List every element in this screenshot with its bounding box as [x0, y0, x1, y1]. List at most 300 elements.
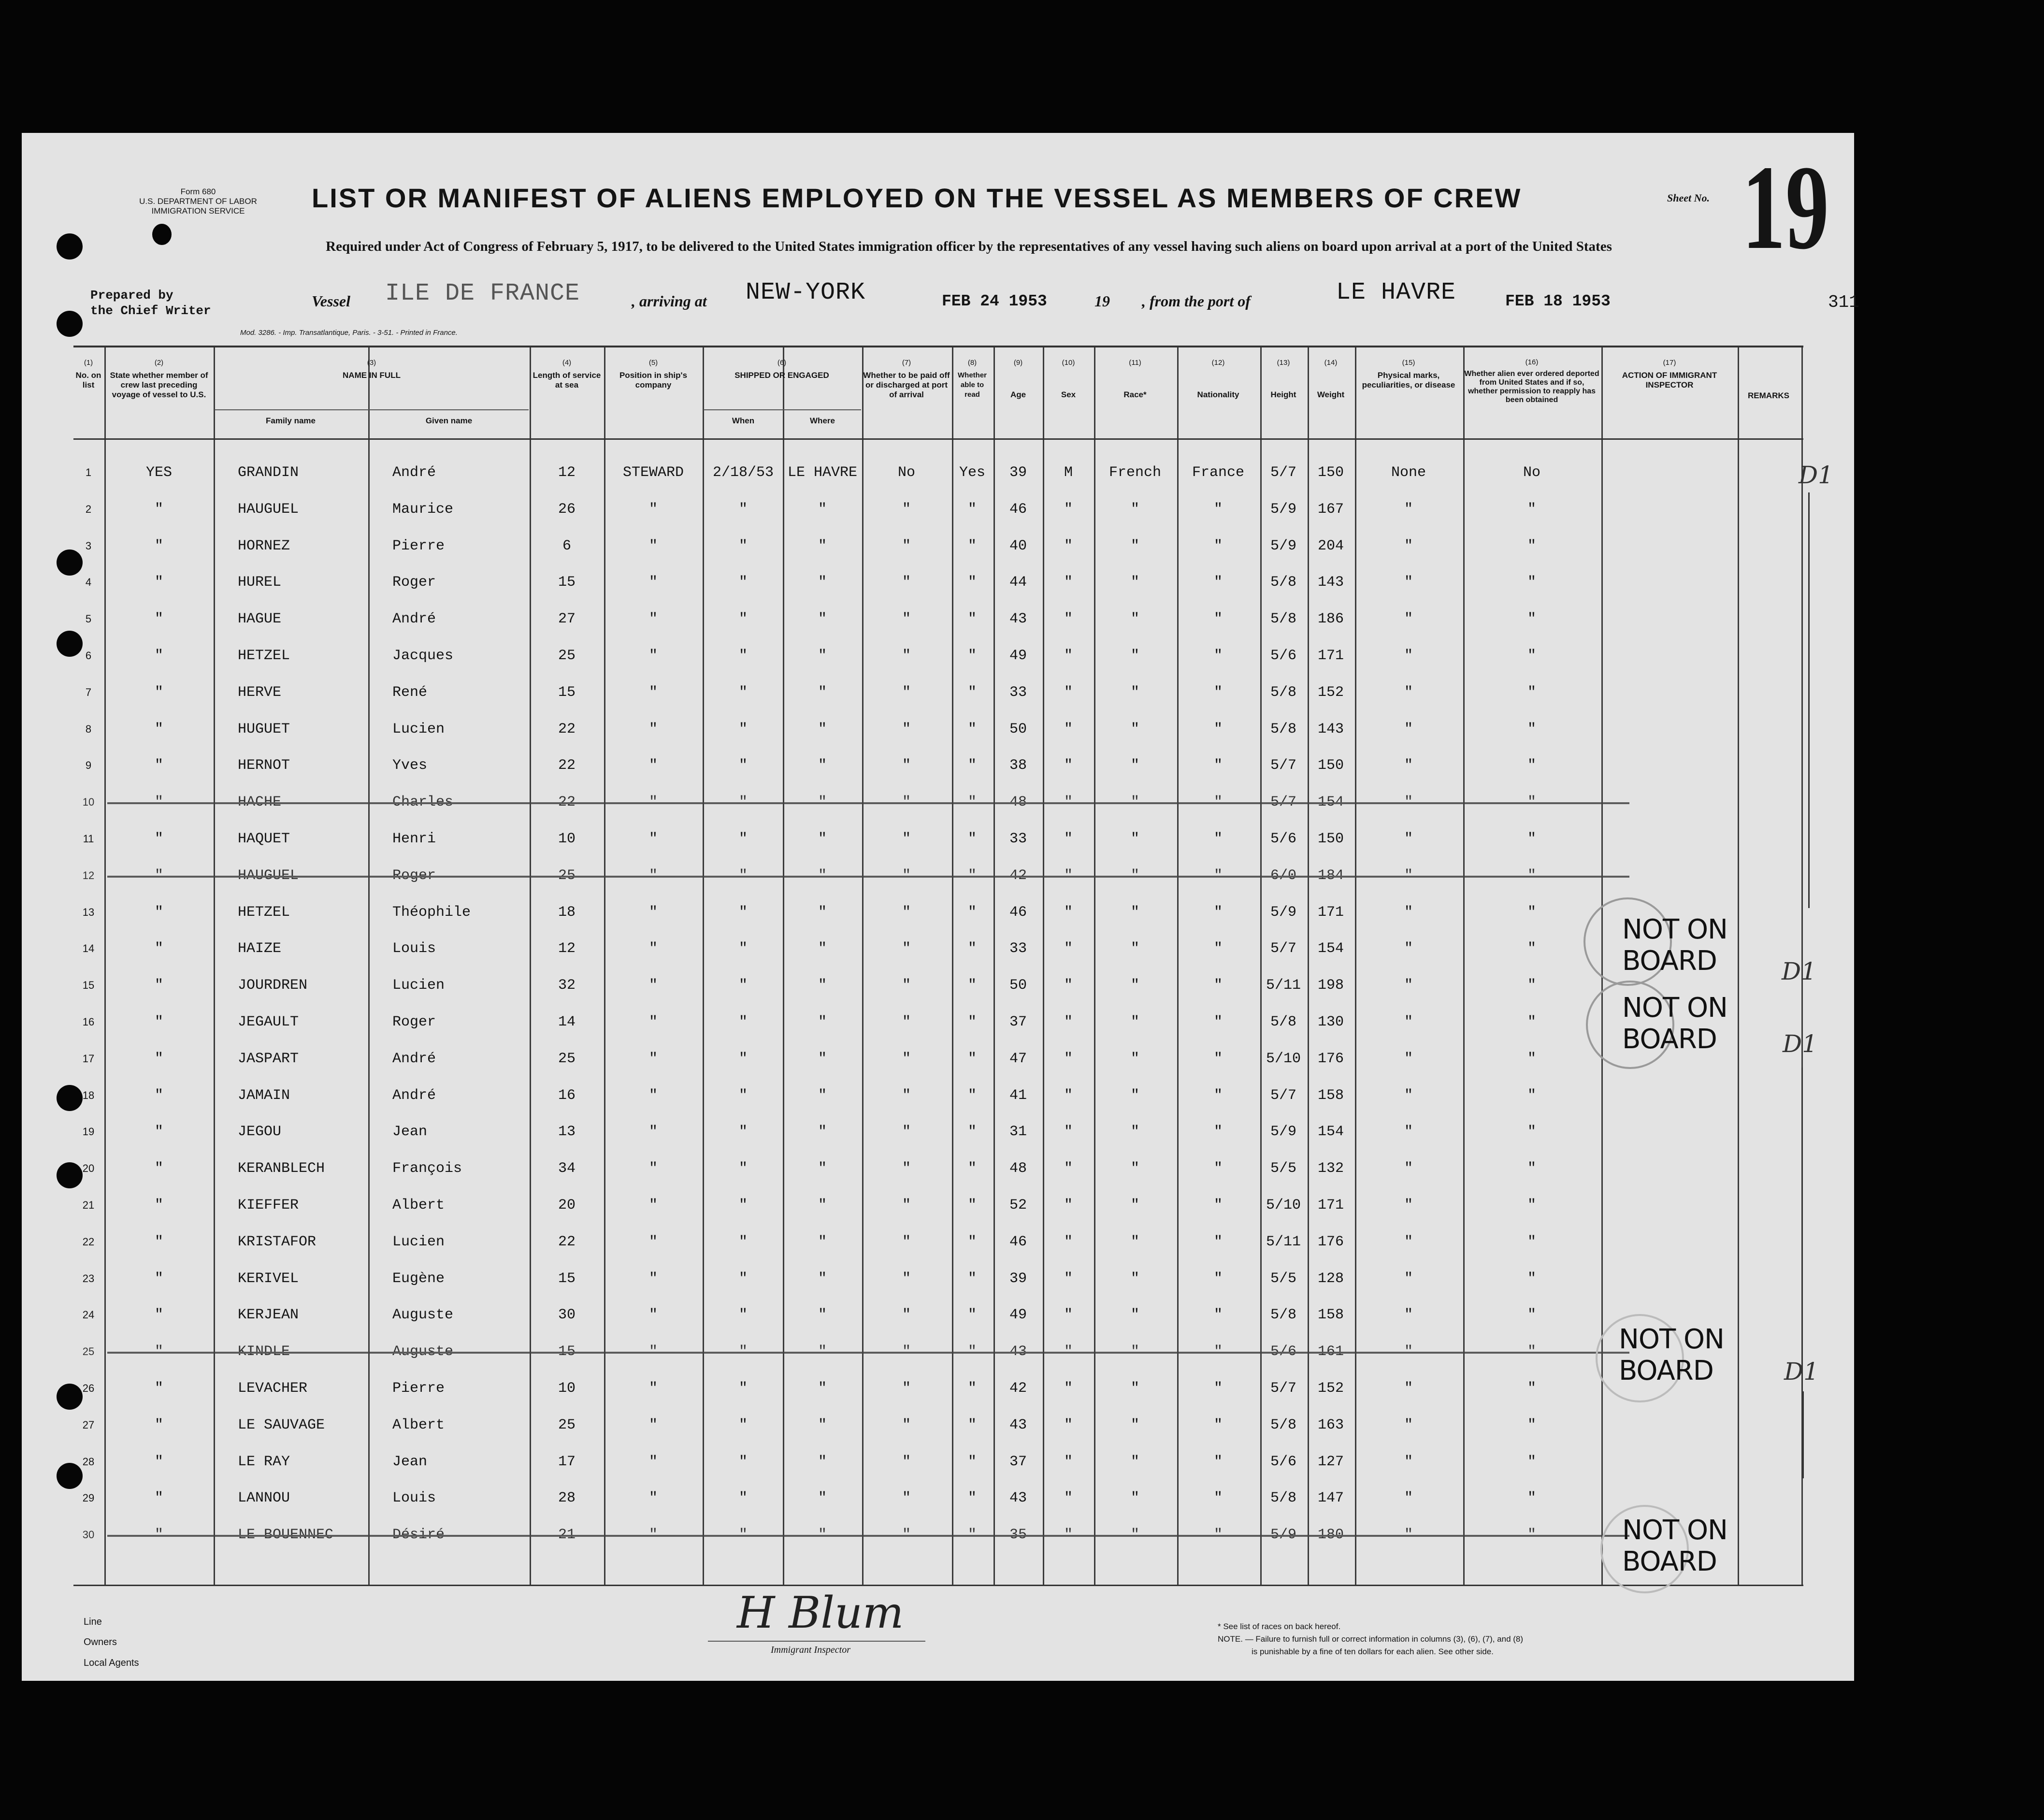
cell-prev: " — [154, 648, 163, 664]
cell-age: 48 — [1009, 794, 1027, 811]
cell-read: " — [967, 1416, 977, 1433]
cell-no: 7 — [85, 686, 92, 698]
cell-deported: " — [1527, 940, 1536, 957]
cell-race: " — [1130, 1527, 1139, 1544]
cell-family: KERANBLECH — [238, 1160, 325, 1177]
cell-read: " — [967, 1453, 977, 1470]
cell-age: 39 — [1009, 464, 1027, 481]
cell-no: 16 — [82, 1016, 95, 1028]
cell-when: " — [738, 1050, 748, 1067]
col-header-read: (8) Whether able to read — [958, 359, 987, 399]
cell-race: " — [1130, 1343, 1139, 1360]
table-row — [73, 968, 1803, 1003]
cell-nationality: " — [1213, 940, 1223, 957]
cell-where: " — [818, 1160, 827, 1177]
table-row — [73, 1517, 1803, 1553]
cell-weight: 152 — [1317, 1380, 1344, 1397]
cell-marks: " — [1404, 684, 1413, 701]
col-header-race: (11) Race* — [1123, 359, 1147, 399]
cell-race: " — [1130, 1380, 1139, 1397]
cell-given: Auguste — [392, 1307, 454, 1324]
table-row — [73, 601, 1803, 637]
cell-no: 1 — [85, 466, 92, 478]
table-row — [73, 1151, 1803, 1186]
cell-no: 10 — [82, 796, 95, 809]
cell-age: 33 — [1009, 940, 1027, 957]
cell-family: JOURDREN — [238, 977, 308, 994]
cell-deported: " — [1527, 1453, 1536, 1470]
cell-weight: 150 — [1317, 757, 1344, 774]
cell-no: 24 — [82, 1309, 95, 1321]
cell-given: Lucien — [392, 977, 445, 994]
cell-weight: 171 — [1317, 1197, 1344, 1213]
cell-read: " — [967, 904, 977, 921]
footer-local-agents: Local Agents — [84, 1658, 139, 1668]
cell-prev: " — [154, 1416, 163, 1433]
cell-height: 5/8 — [1270, 611, 1296, 628]
cell-given: Roger — [392, 574, 436, 591]
year-label: 19 — [1094, 292, 1110, 310]
cell-marks: " — [1404, 648, 1413, 664]
cell-marks: " — [1404, 867, 1413, 884]
cell-sex: M — [1064, 464, 1073, 481]
cell-no: 29 — [82, 1492, 95, 1504]
cell-family: KERJEAN — [238, 1307, 299, 1324]
cell-service: 25 — [558, 648, 576, 664]
cell-deported: " — [1527, 757, 1536, 774]
cell-weight: 150 — [1317, 831, 1344, 847]
printer-line: Mod. 3286. - Imp. Transatlantique, Paris. - 3-51. - Printed in France. — [240, 329, 458, 337]
cell-family: HAUGUEL — [238, 501, 299, 518]
cell-family: HUGUET — [238, 721, 290, 737]
cell-family: LEVACHER — [238, 1380, 308, 1397]
cell-read: " — [967, 1014, 977, 1030]
cell-nationality: " — [1213, 1490, 1223, 1507]
cell-sex: " — [1064, 1307, 1073, 1324]
cell-race: " — [1130, 940, 1139, 957]
cell-given: Pierre — [392, 537, 445, 554]
cell-deported: " — [1527, 1380, 1536, 1397]
cell-sex: " — [1064, 940, 1073, 957]
cell-deported: " — [1527, 1270, 1536, 1287]
prepared-by — [90, 288, 211, 318]
cell-when: " — [738, 1160, 748, 1177]
cell-age: 37 — [1009, 1014, 1027, 1030]
cell-height: 5/9 — [1270, 501, 1296, 518]
cell-weight: 167 — [1317, 501, 1344, 518]
cell-when: " — [738, 1527, 748, 1544]
cell-marks: " — [1404, 794, 1413, 811]
cell-where: " — [818, 867, 827, 884]
cell-height: 5/5 — [1270, 1160, 1296, 1177]
cell-marks: " — [1404, 1160, 1413, 1177]
cell-height: 5/8 — [1270, 1490, 1296, 1507]
cell-race: " — [1130, 537, 1139, 554]
note-label: NOTE. — [1218, 1634, 1243, 1644]
cell-no: 13 — [82, 906, 95, 918]
cell-where: " — [818, 611, 827, 628]
cell-race: " — [1130, 684, 1139, 701]
cell-sex: " — [1064, 1197, 1073, 1213]
cell-weight: 171 — [1317, 904, 1344, 921]
service: IMMIGRATION SERVICE — [151, 206, 245, 216]
cell-race: " — [1130, 1270, 1139, 1287]
cell-deported: " — [1527, 611, 1536, 628]
cell-prev: " — [154, 1527, 163, 1544]
cell-prev: " — [154, 1014, 163, 1030]
cell-deported: " — [1527, 648, 1536, 664]
cell-position: " — [648, 1416, 658, 1433]
cell-weight: 154 — [1317, 940, 1344, 957]
cell-where: " — [818, 1416, 827, 1433]
manifest-sheet — [22, 133, 1859, 1681]
cell-when: " — [738, 501, 748, 518]
cell-nationality: " — [1213, 1380, 1223, 1397]
cell-when: " — [738, 757, 748, 774]
cell-weight: 180 — [1317, 1527, 1344, 1544]
cell-position: " — [648, 1233, 658, 1250]
penalty-note — [1218, 1633, 1523, 1646]
col-header-remarks: REMARKS — [1748, 391, 1789, 400]
cell-no: 26 — [82, 1382, 95, 1394]
cell-no: 30 — [82, 1529, 95, 1541]
cell-service: 25 — [558, 867, 576, 884]
cell-service: 12 — [558, 464, 576, 481]
cell-when: " — [738, 1270, 748, 1287]
d1-mark: D1 — [1784, 1358, 1819, 1386]
cell-no: 14 — [82, 942, 95, 955]
strike-through-line — [107, 1352, 1629, 1354]
cell-given: Roger — [392, 867, 436, 884]
arriving-port: NEW-YORK — [746, 279, 866, 306]
cell-marks: " — [1404, 1490, 1413, 1507]
cell-service: 32 — [558, 977, 576, 994]
table-row — [73, 455, 1803, 491]
cell-sex: " — [1064, 1453, 1073, 1470]
cell-service: 27 — [558, 611, 576, 628]
cell-weight: 127 — [1317, 1453, 1344, 1470]
cell-position: " — [648, 1160, 658, 1177]
signature-rule — [708, 1641, 925, 1642]
cell-weight: 143 — [1317, 574, 1344, 591]
cell-position: " — [648, 648, 658, 664]
cell-read: " — [967, 1307, 977, 1324]
cell-paid: " — [902, 1050, 911, 1067]
col-header-where: Where — [810, 416, 835, 425]
vessel-name: ILE DE FRANCE — [385, 280, 580, 307]
form-number: Form 680 — [180, 187, 216, 196]
cell-sex: " — [1064, 1380, 1073, 1397]
cell-deported: " — [1527, 1087, 1536, 1104]
col-header-service: (4) Length of service at sea — [533, 359, 601, 390]
col-header-physical-marks: (15) Physical marks, peculiarities, or disease — [1362, 359, 1455, 390]
cell-marks: " — [1404, 1233, 1413, 1250]
cell-service: 30 — [558, 1307, 576, 1324]
table-row — [73, 675, 1803, 710]
page-title: LIST OR MANIFEST OF ALIENS EMPLOYED ON THE VESSEL AS MEMBERS OF CREW — [312, 183, 1522, 213]
cell-nationality: " — [1213, 537, 1223, 554]
cell-marks: " — [1404, 1453, 1413, 1470]
cell-sex: " — [1064, 1270, 1073, 1287]
cell-where: " — [818, 1197, 827, 1213]
cell-prev: " — [154, 1160, 163, 1177]
table-row — [73, 821, 1803, 857]
cell-read: " — [967, 1380, 977, 1397]
cell-weight: 184 — [1317, 867, 1344, 884]
cell-sex: " — [1064, 1160, 1073, 1177]
cell-no: 18 — [82, 1089, 95, 1101]
cell-nationality: " — [1213, 1014, 1223, 1030]
cell-read: " — [967, 940, 977, 957]
cell-prev: " — [154, 1087, 163, 1104]
cell-service: 12 — [558, 940, 576, 957]
cell-position: " — [648, 1307, 658, 1324]
cell-prev: " — [154, 1233, 163, 1250]
cell-paid: " — [902, 1233, 911, 1250]
cell-position: " — [648, 757, 658, 774]
cell-sex: " — [1064, 1087, 1073, 1104]
cell-no: 4 — [85, 576, 92, 589]
cell-when: " — [738, 1416, 748, 1433]
cell-age: 43 — [1009, 1416, 1027, 1433]
cell-service: 14 — [558, 1014, 576, 1030]
cell-given: Albert — [392, 1197, 445, 1213]
cell-height: 5/7 — [1270, 1380, 1296, 1397]
cell-given: Auguste — [392, 1343, 454, 1360]
col-header-height: (13) Height — [1270, 359, 1296, 399]
cell-deported: " — [1527, 721, 1536, 737]
cell-marks: " — [1404, 977, 1413, 994]
cell-sex: " — [1064, 1124, 1073, 1141]
cell-age: 31 — [1009, 1124, 1027, 1141]
cell-paid: " — [902, 684, 911, 701]
cell-nationality: France — [1192, 464, 1245, 481]
cell-where: " — [818, 1527, 827, 1544]
cell-service: 28 — [558, 1490, 576, 1507]
cell-given: Maurice — [392, 501, 454, 518]
cell-nationality: " — [1213, 977, 1223, 994]
cell-where: " — [818, 501, 827, 518]
table-row — [73, 1371, 1803, 1406]
cell-age: 39 — [1009, 1270, 1027, 1287]
cell-age: 41 — [1009, 1087, 1027, 1104]
cell-race: " — [1130, 794, 1139, 811]
cell-position: " — [648, 1343, 658, 1360]
punch-hole — [152, 224, 172, 245]
d1-mark: D1 — [1783, 1030, 1817, 1058]
cell-no: 5 — [85, 613, 92, 625]
cell-when: " — [738, 574, 748, 591]
cell-paid: " — [902, 1380, 911, 1397]
form-info — [94, 187, 302, 216]
cell-read: " — [967, 1050, 977, 1067]
sheet-label: Sheet No. — [1667, 192, 1710, 204]
cell-age: 43 — [1009, 611, 1027, 628]
col-header-shipped: (6) SHIPPED OR ENGAGED — [734, 359, 829, 380]
cell-read: " — [967, 1527, 977, 1544]
cell-service: 22 — [558, 757, 576, 774]
cell-nationality: " — [1213, 757, 1223, 774]
cell-weight: 152 — [1317, 684, 1344, 701]
cell-height: 6/0 — [1270, 867, 1296, 884]
cell-age: 49 — [1009, 648, 1027, 664]
cell-weight: 176 — [1317, 1233, 1344, 1250]
cell-sex: " — [1064, 1490, 1073, 1507]
subheader-rule — [215, 409, 529, 410]
cell-marks: " — [1404, 1014, 1413, 1030]
cell-given: Yves — [392, 757, 428, 774]
cell-given: François — [392, 1160, 462, 1177]
cell-height: 5/9 — [1270, 1124, 1296, 1141]
cell-read: " — [967, 1197, 977, 1213]
cell-race: " — [1130, 1197, 1139, 1213]
cell-nationality: " — [1213, 1453, 1223, 1470]
cell-height: 5/6 — [1270, 1343, 1296, 1360]
cell-when: " — [738, 1233, 748, 1250]
departure-date: FEB 18 1953 — [1505, 292, 1611, 310]
cell-where: " — [818, 1380, 827, 1397]
cell-position: " — [648, 1087, 658, 1104]
cell-marks: " — [1404, 574, 1413, 591]
cell-given: Charles — [392, 794, 454, 811]
cell-deported: " — [1527, 501, 1536, 518]
cell-given: Albert — [392, 1416, 445, 1433]
cell-paid: " — [902, 977, 911, 994]
cell-nationality: " — [1213, 721, 1223, 737]
cell-where: " — [818, 1453, 827, 1470]
cell-where: " — [818, 977, 827, 994]
cell-prev: " — [154, 757, 163, 774]
cell-race: " — [1130, 1233, 1139, 1250]
table-row — [73, 1407, 1803, 1443]
cell-where: " — [818, 574, 827, 591]
cell-deported: " — [1527, 904, 1536, 921]
vessel-label: Vessel — [312, 292, 350, 310]
cell-nationality: " — [1213, 1124, 1223, 1141]
cell-given: Henri — [392, 831, 436, 847]
cell-marks: " — [1404, 721, 1413, 737]
cell-nationality: " — [1213, 1527, 1223, 1544]
cell-height: 5/11 — [1266, 1233, 1301, 1250]
cell-sex: " — [1064, 1527, 1073, 1544]
cell-prev: " — [154, 537, 163, 554]
cell-nationality: " — [1213, 611, 1223, 628]
cell-paid: " — [902, 1124, 911, 1141]
arrival-date: FEB 24 1953 — [942, 292, 1047, 310]
crew-table — [73, 346, 1833, 1586]
cell-age: 35 — [1009, 1527, 1027, 1544]
col-header-when: When — [732, 416, 755, 425]
cell-given: René — [392, 684, 428, 701]
cell-prev: " — [154, 1124, 163, 1141]
cell-marks: " — [1404, 1197, 1413, 1213]
cell-service: 10 — [558, 1380, 576, 1397]
cell-when: " — [738, 1343, 748, 1360]
col-header-inspector-action: (17) ACTION OF IMMIGRANT INSPECTOR — [1622, 359, 1717, 390]
cell-sex: " — [1064, 721, 1073, 737]
cell-position: " — [648, 721, 658, 737]
cell-deported: " — [1527, 1197, 1536, 1213]
cell-weight: 158 — [1317, 1087, 1344, 1104]
cell-paid: " — [902, 1490, 911, 1507]
cell-height: 5/9 — [1270, 537, 1296, 554]
cell-weight: 158 — [1317, 1307, 1344, 1324]
cell-family: HORNEZ — [238, 537, 290, 554]
cell-deported: " — [1527, 574, 1536, 591]
cell-family: HAQUET — [238, 831, 290, 847]
cell-read: " — [967, 1233, 977, 1250]
from-port-label: , from the port of — [1142, 292, 1251, 310]
cell-sex: " — [1064, 977, 1073, 994]
strike-through-line — [107, 876, 1629, 878]
cell-weight: 143 — [1317, 721, 1344, 737]
cell-paid: " — [902, 794, 911, 811]
cell-marks: " — [1404, 1380, 1413, 1397]
cell-no: 2 — [85, 503, 92, 515]
cell-paid: " — [902, 574, 911, 591]
cell-prev: " — [154, 1453, 163, 1470]
cell-weight: 204 — [1317, 537, 1344, 554]
cell-service: 34 — [558, 1160, 576, 1177]
cell-age: 47 — [1009, 1050, 1027, 1067]
inspector-label: Immigrant Inspector — [771, 1645, 850, 1655]
cell-read: " — [967, 684, 977, 701]
cell-sex: " — [1064, 1050, 1073, 1067]
cell-family: JAMAIN — [238, 1087, 290, 1104]
cell-paid: " — [902, 904, 911, 921]
cell-family: HETZEL — [238, 904, 290, 921]
col-header-nationality: (12) Nationality — [1197, 359, 1239, 399]
cell-age: 33 — [1009, 684, 1027, 701]
cell-marks: " — [1404, 501, 1413, 518]
col-header-no: (1) No. on list — [75, 359, 101, 390]
cell-service: 22 — [558, 721, 576, 737]
cell-prev: " — [154, 867, 163, 884]
cell-height: 5/8 — [1270, 1307, 1296, 1324]
table-row — [73, 1480, 1803, 1516]
cell-family: KRISTAFOR — [238, 1233, 317, 1250]
cell-sex: " — [1064, 794, 1073, 811]
cell-deported: " — [1527, 794, 1536, 811]
table-row — [73, 931, 1803, 967]
col-header-prev-voyage: (2) State whether member of crew last preceding voyage of vessel to U.S. — [110, 359, 208, 399]
cell-family: HERNOT — [238, 757, 290, 774]
cell-family: HAUGUEL — [238, 867, 299, 884]
department: U.S. DEPARTMENT OF LABOR — [139, 197, 257, 206]
cell-position: " — [648, 1380, 658, 1397]
table-row — [73, 1004, 1803, 1040]
cell-height: 5/7 — [1270, 940, 1296, 957]
cell-race: " — [1130, 1160, 1139, 1177]
cell-service: 22 — [558, 794, 576, 811]
cell-no: 27 — [82, 1418, 95, 1431]
cell-marks: " — [1404, 831, 1413, 847]
table-row — [73, 748, 1803, 783]
cell-given: André — [392, 1050, 436, 1067]
cell-age: 38 — [1009, 757, 1027, 774]
col-header-position: (5) Position in ship's company — [619, 359, 688, 390]
cell-race: " — [1130, 501, 1139, 518]
cell-race: " — [1130, 1014, 1139, 1030]
cell-read: " — [967, 1490, 977, 1507]
cell-height: 5/5 — [1270, 1270, 1296, 1287]
cell-position: " — [648, 1453, 658, 1470]
cell-marks: " — [1404, 611, 1413, 628]
cell-family: HETZEL — [238, 648, 290, 664]
cell-paid: " — [902, 1014, 911, 1030]
cell-read: " — [967, 574, 977, 591]
cell-height: 5/9 — [1270, 904, 1296, 921]
